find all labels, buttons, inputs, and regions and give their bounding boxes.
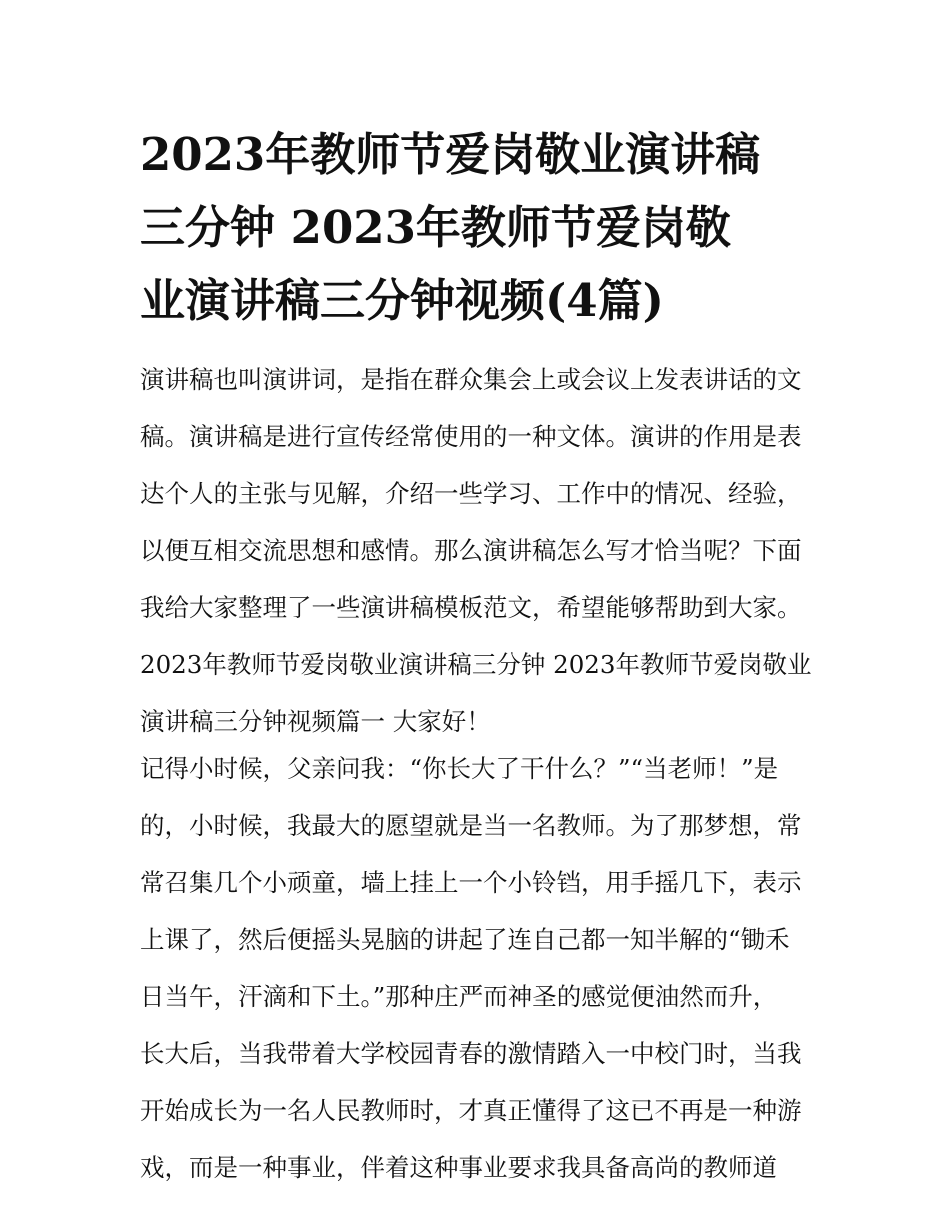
body-line: 日当午，汗滴和下土。”那种庄严而神圣的感觉便油然而升， [140,982,778,1011]
body-line: 的，小时候，我最大的愿望就是当一名教师。为了那梦想，常 [140,811,802,840]
body-line: 上课了，然后便摇头晃脑的讲起了连自己都一知半解的“锄禾 [140,925,790,954]
body-line: 稿。演讲稿是进行宣传经常使用的一种文体。演讲的作用是表 [140,422,802,451]
body-line: 2023年教师节爱岗敬业演讲稿三分钟 2023年教师节爱岗敬业 [140,650,812,679]
body-line: 开始成长为一名人民教师时，才真正懂得了这已不再是一种游 [140,1096,802,1125]
body-line: 演讲稿也叫演讲词，是指在群众集会上或会议上发表讲话的文 [140,365,802,394]
title-line: 业演讲稿三分钟视频(4篇) [140,274,664,327]
body-line: 戏，而是一种事业，伴着这种事业要求我具备高尚的教师道 [140,1153,777,1182]
body-line: 我给大家整理了一些演讲稿模板范文，希望能够帮助到大家。 [140,593,802,622]
body-line: 演讲稿三分钟视频篇一 大家好！ [140,707,491,736]
document-body [140,360,820,1188]
body-line: 常召集几个小顽童，墙上挂上一个小铃铛，用手摇几下，表示 [140,868,802,897]
body-line: 达个人的主张与见解，介绍一些学习、工作中的情况、经验， [140,479,802,508]
body-line: 记得小时候，父亲问我：“你长大了干什么？”“当老师！”是 [140,754,779,783]
title-line: 三分钟 2023年教师节爱岗敬 [140,201,731,254]
title-line: 2023年教师节爱岗敬业演讲稿 [140,128,761,181]
body-line: 以便互相交流思想和感情。那么演讲稿怎么写才恰当呢？下面 [140,536,802,565]
document-title [140,118,820,337]
body-line: 长大后，当我带着大学校园青春的激情踏入一中校门时，当我 [140,1039,802,1068]
